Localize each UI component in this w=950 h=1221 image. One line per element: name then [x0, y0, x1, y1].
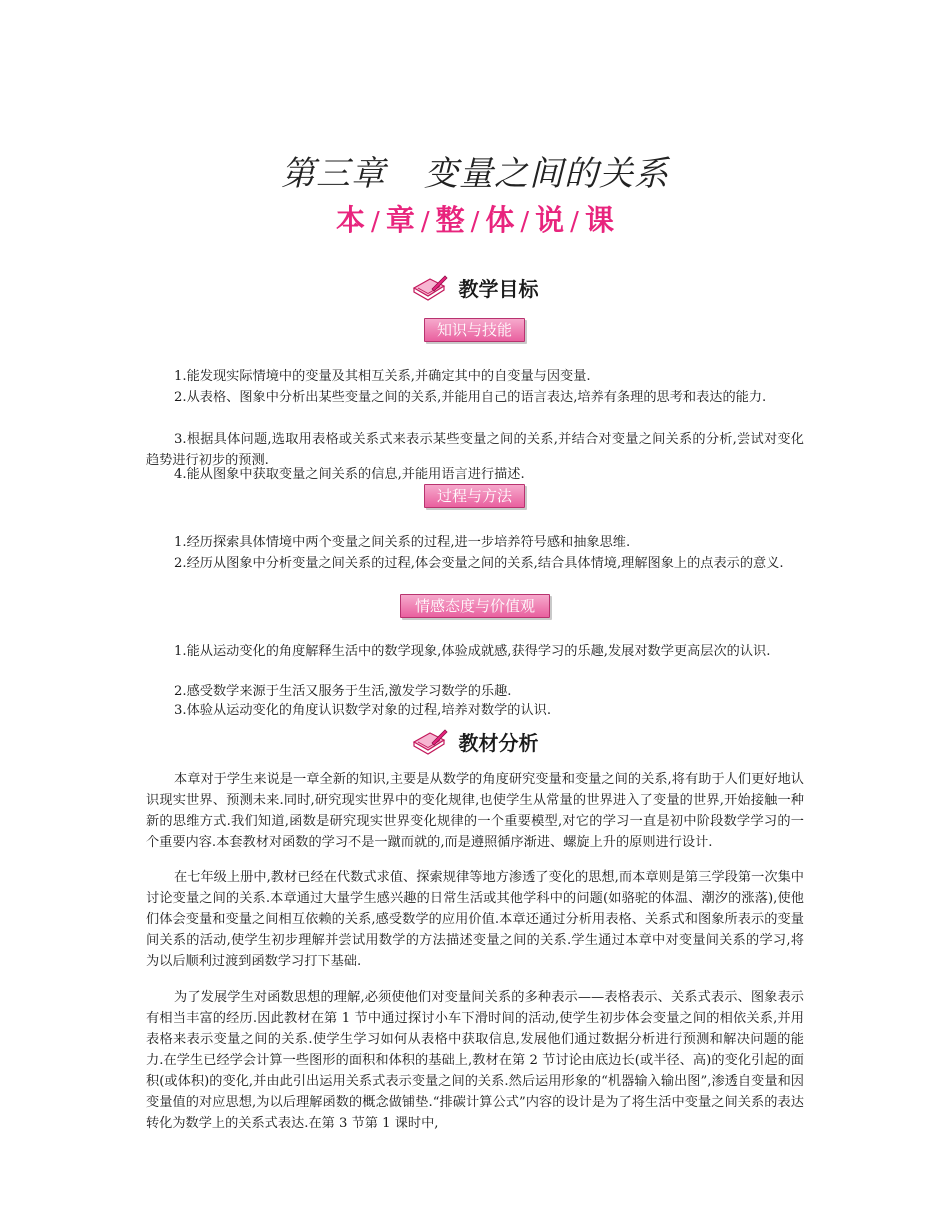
- knowledge-item: 3.根据具体问题,选取用表格或关系式来表示某些变量之间的关系,并结合对变量之间关系的分析,尝试对变化趋势进行初步的预测.: [146, 432, 804, 468]
- banner-char: 整: [435, 203, 465, 237]
- section-title: 教学目标: [458, 277, 539, 301]
- tag-attitude-values: 情感态度与价值观: [400, 594, 550, 618]
- process-item: 1.经历探索具体情境中两个变量之间关系的过程,进一步培养符号感和抽象思维.: [174, 535, 631, 550]
- book-pen-icon: [412, 274, 448, 302]
- analysis-paragraph: 在七年级上册中,教材已经在代数式求值、探索规律等地方渗透了变化的思想,而本章则是第三学段第一次集中讨论变量之间的关系.本章通过大量学生感兴趣的日常生活或其他学科中的问题(如骆驼的体温、潮汐的涨落),使他们体会变量和变量之间相互依赖的关系,感受数学的应用价值.本章还通过分析用表格、关系式和图象所表示的变量间关系的活动,使学生初步理解并尝试用数学的方法描述变量之间的关系.学生通过本章中对变量间关系的学习,将为以后顺利过渡到函数学习打下基础.: [146, 870, 804, 969]
- tag-knowledge-skills: 知识与技能: [424, 318, 525, 342]
- knowledge-item: 2.从表格、图象中分析出某些变量之间的关系,并能用自己的语言表达,培养有条理的思考和表达的能力.: [174, 390, 767, 405]
- section-banner: [0, 198, 950, 239]
- attitude-item: 2.感受数学来源于生活又服务于生活,激发学习数学的乐趣.: [174, 684, 512, 699]
- chapter-label: 第三章: [281, 154, 386, 194]
- knowledge-item: 4.能从图象中获取变量之间关系的信息,并能用语言进行描述.: [174, 467, 525, 482]
- banner-separator: /: [420, 207, 430, 237]
- analysis-paragraph: 为了发展学生对函数思想的理解,必须使他们对变量间关系的多种表示——表格表示、关系式表示、图象表示有相当丰富的经历.因此教材在第 1 节中通过探讨小车下滑时间的活动,使学生初步体会变量之间的相依关系,并用表格来表示变量之间的关系.使学生学习如何从表格中获取信息,发展他们通过数据分析进行预测和解决问题的能力.在学生已经学会计算一些图形的面积和体积的基础上,教材在第 2 节讨论由底边长(或半径、高)的变化引起的面积(或体积)的变化,并由此引出运用关系式表示变量之间的关系.然后运用形象的“机器输入输出图”,渗透自变量和因变量值的对应思想,为以后理解函数的概念做铺垫.“排碳计算公式”内容的设计是为了将生活中变量之间关系的表达转化为数学上的关系式表达.在第 3 节第 1 课时中,: [146, 990, 804, 1131]
- process-item: 2.经历从图象中分析变量之间关系的过程,体会变量之间的关系,结合具体情境,理解图象上的点表示的意义.: [174, 556, 784, 571]
- banner-char: 章: [385, 203, 415, 237]
- banner-char: 课: [584, 203, 614, 237]
- analysis-paragraph: 本章对于学生来说是一章全新的知识,主要是从数学的角度研究变量和变量之间的关系,将有助于人们更好地认识现实世界、预测未来.同时,研究现实世界中的变化规律,也使学生从常量的世界进入了变量的世界,开始接触一种新的思维方式.我们知道,函数是研究现实世界变化规律的一个重要模型,对它的学习一直是初中阶段数学学习的一个重要内容.本套教材对函数的学习不是一蹴而就的,而是遵照循序渐进、螺旋上升的原则进行设计.: [146, 772, 804, 850]
- banner-char: 体: [485, 203, 515, 237]
- banner-separator: /: [371, 207, 380, 237]
- banner-char: 说: [535, 203, 565, 237]
- section-heading-analysis: [0, 727, 950, 756]
- banner-separator: /: [520, 207, 530, 237]
- banner-char: 本: [336, 203, 366, 237]
- attitude-item: 3.体验从运动变化的角度认识数学对象的过程,培养对数学的认识.: [174, 703, 552, 718]
- banner-separator: /: [470, 207, 480, 237]
- chapter-title: [0, 146, 950, 195]
- knowledge-item: 1.能发现实际情境中的变量及其相互关系,并确定其中的自变量与因变量.: [174, 369, 591, 384]
- book-pen-icon: [412, 728, 448, 756]
- chapter-name: 变量之间的关系: [424, 154, 669, 194]
- section-title: 教材分析: [458, 731, 539, 755]
- tag-process-methods: 过程与方法: [424, 484, 525, 508]
- section-heading-goals: [0, 273, 950, 302]
- attitude-item: 1.能从运动变化的角度解释生活中的数学现象,体验成就感,获得学习的乐趣,发展对数学更高层次的认识.: [174, 644, 771, 659]
- banner-separator: /: [570, 207, 579, 237]
